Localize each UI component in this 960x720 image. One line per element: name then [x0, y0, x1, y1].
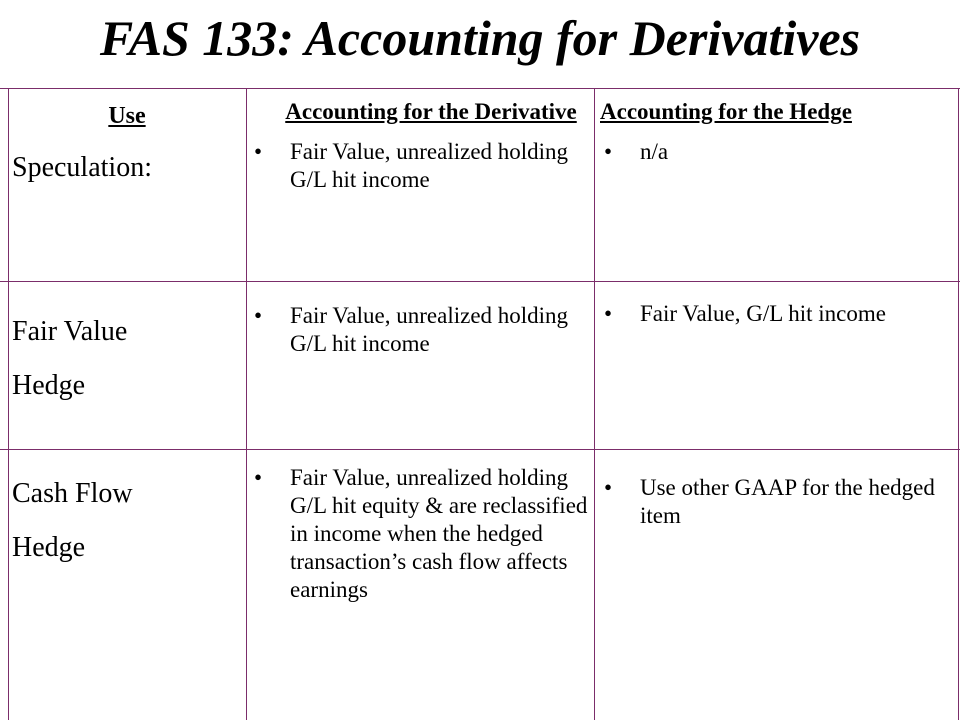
use-label-fair-value-line1: Fair Value	[12, 316, 128, 347]
slide-title: FAS 133: Accounting for Derivatives	[99, 10, 861, 66]
bullet-icon: •	[604, 139, 613, 164]
use-label-speculation: Speculation:	[12, 152, 152, 183]
hedge-list-speculation	[600, 138, 956, 166]
column-divider-2	[594, 88, 595, 720]
derivative-list-speculation	[250, 138, 590, 194]
hedge-header: Accounting for the Hedge	[600, 99, 852, 124]
use-cell-fair-value	[12, 316, 242, 402]
table-border-top	[0, 88, 960, 89]
bullet-icon: •	[604, 301, 613, 326]
row-divider-1	[0, 281, 960, 282]
derivative-cell-speculation	[250, 98, 590, 194]
derivative-header: Accounting for the Derivative	[285, 99, 577, 124]
bullet-icon: •	[604, 475, 613, 500]
use-header: Use	[108, 103, 146, 129]
bullet-icon: •	[254, 465, 263, 490]
row-divider-2	[0, 449, 960, 450]
hedge-cell-fair-value	[600, 300, 920, 328]
accounting-table	[0, 88, 960, 720]
list-item: • n/a	[604, 139, 669, 164]
column-divider-1	[246, 88, 247, 720]
derivative-list-cash-flow	[250, 464, 590, 604]
hedge-list-cash-flow	[600, 474, 956, 530]
use-label-fair-value-line2: Hedge	[12, 370, 86, 401]
hedge-cell-cash-flow	[600, 474, 956, 530]
derivative-cell-cash-flow	[250, 464, 590, 604]
use-label-cash-flow-line2: Hedge	[12, 532, 86, 563]
use-label-cash-flow-line1: Cash Flow	[12, 478, 133, 509]
list-item: • Fair Value, unrealized holding G/L hit income	[254, 139, 569, 192]
hedge-cell-speculation	[600, 98, 956, 166]
use-cell-cash-flow	[12, 478, 242, 564]
use-cell-speculation	[8, 102, 246, 184]
list-item: • Use other GAAP for the hedged item	[604, 475, 935, 528]
list-item: • Fair Value, G/L hit income	[604, 301, 886, 326]
bullet-icon: •	[254, 303, 263, 328]
list-item: • Fair Value, unrealized holding G/L hit income	[254, 303, 569, 356]
bullet-icon: •	[254, 139, 263, 164]
derivative-cell-fair-value	[250, 302, 590, 358]
list-item: • Fair Value, unrealized holding G/L hit equity & are reclassified in income when the hedged transaction’s cash flow affects earnings	[254, 465, 588, 602]
derivative-list-fair-value	[250, 302, 590, 358]
table-border-right	[958, 88, 959, 720]
hedge-list-fair-value	[600, 300, 920, 328]
